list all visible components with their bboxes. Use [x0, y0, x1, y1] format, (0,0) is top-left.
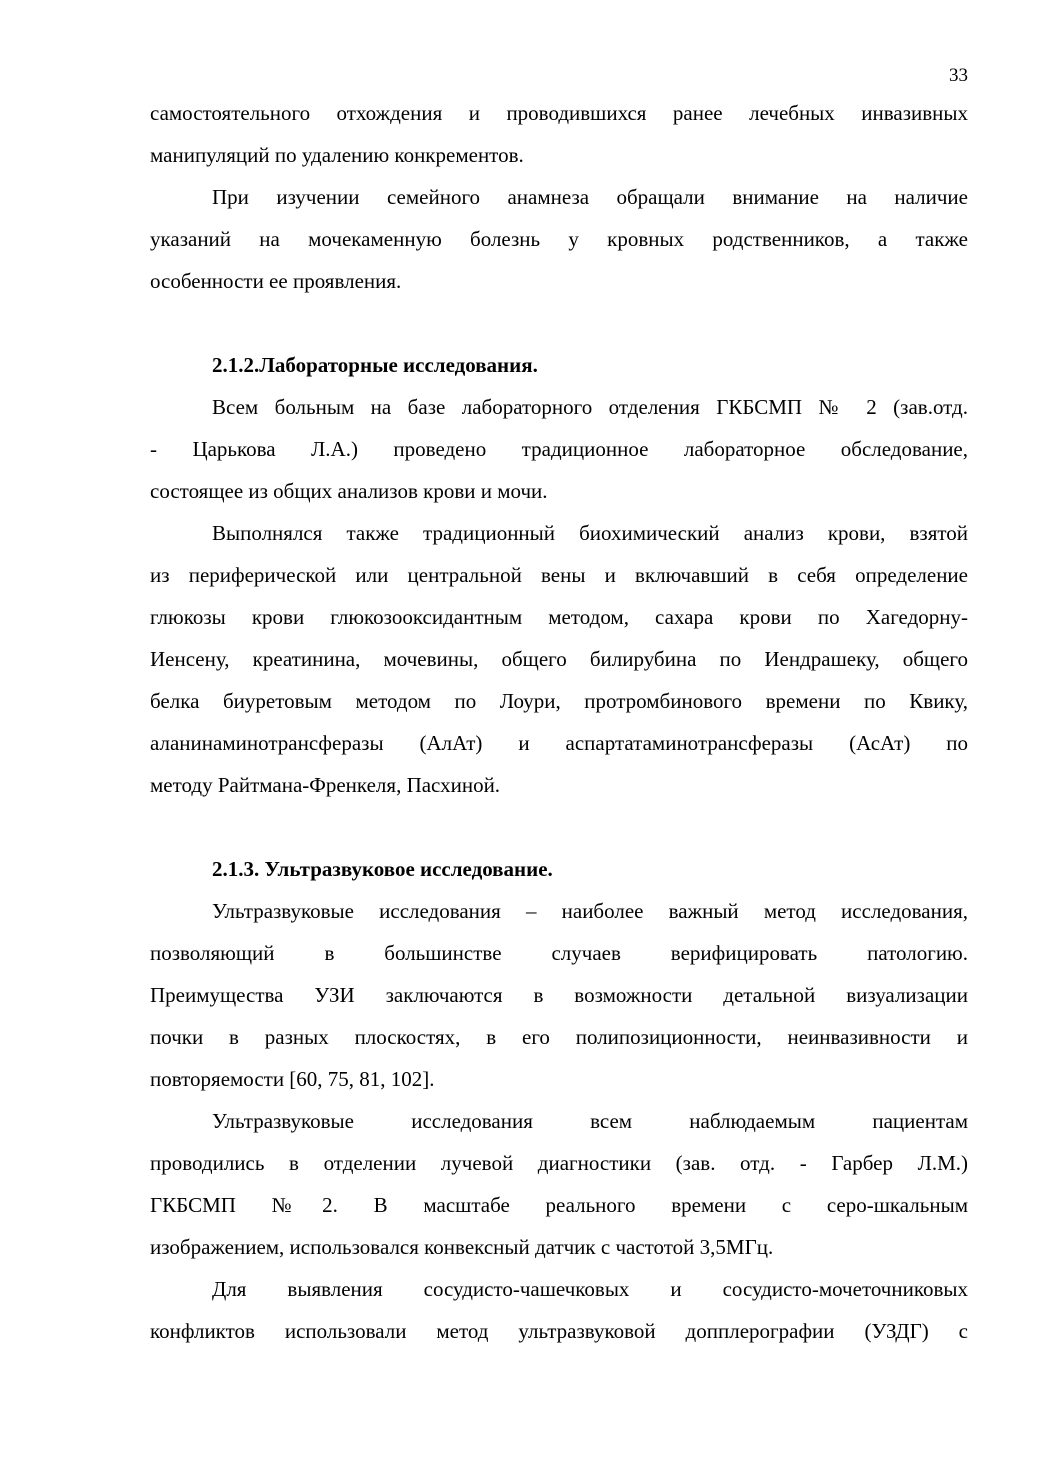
paragraph-family-history: [150, 176, 968, 302]
text-line: Для выявления сосудисто-чашечковых и сосудисто-мочеточниковых: [212, 1277, 968, 1301]
section-heading-ultrasound: 2.1.3. Ультразвуковое исследование.: [212, 857, 553, 881]
text-line: Ультразвуковые исследования всем наблюдаемым пациентам: [212, 1109, 968, 1133]
paragraph-lab-general: [150, 386, 968, 512]
text-line: конфликтов использовали метод ультразвуковой допплерографии (УЗДГ) с: [150, 1319, 968, 1343]
text-line: При изучении семейного анамнеза обращали внимание на наличие: [212, 185, 968, 209]
text-line: методу Райтмана-Френкеля, Пасхиной.: [150, 773, 501, 797]
text-line: повторяемости [60, 75, 81, 102].: [150, 1067, 435, 1091]
text-line: указаний на мочекаменную болезнь у кровных родственников, а также: [150, 227, 968, 251]
paragraph-us-doppler: [150, 1268, 968, 1352]
paragraph-us-intro: [150, 890, 968, 1100]
text-line: Всем больным на базе лабораторного отделения ГКБСМП № 2 (зав.отд.: [212, 395, 968, 419]
text-line: изображением, использовался конвексный датчик с частотой 3,5МГц.: [150, 1235, 774, 1259]
section-heading-lab: 2.1.2.Лабораторные исследования.: [212, 353, 538, 377]
text-line: особенности ее проявления.: [150, 269, 402, 293]
text-line: из периферической или центральной вены и включавший в себя определение: [150, 563, 968, 587]
paragraph-us-procedure: [150, 1100, 968, 1268]
text-line: Иенсену, креатинина, мочевины, общего билирубина по Иендрашеку, общего: [150, 647, 968, 671]
text-line: позволяющий в большинстве случаев верифицировать патологию.: [150, 941, 968, 965]
text-line: самостоятельного отхождения и проводившихся ранее лечебных инвазивных: [150, 101, 968, 125]
text-line: Выполнялся также традиционный биохимический анализ крови, взятой: [212, 521, 968, 545]
text-line: Преимущества УЗИ заключаются в возможности детальной визуализации: [150, 983, 968, 1007]
text-line: состоящее из общих анализов крови и мочи.: [150, 479, 548, 503]
paragraph-continuation: [150, 92, 968, 176]
text-line: глюкозы крови глюкозооксидантным методом, сахара крови по Хагедорну-: [150, 605, 968, 629]
paragraph-lab-biochem: [150, 512, 968, 806]
text-line: - Царькова Л.А.) проведено традиционное лабораторное обследование,: [150, 437, 968, 461]
text-line: ГКБСМП №2. В масштабе реального времени с серо-шкальным: [150, 1193, 968, 1217]
text-line: белка биуретовым методом по Лоури, протромбинового времени по Квику,: [150, 689, 968, 713]
page-content: [150, 92, 968, 1352]
text-line: почки в разных плоскостях, в его полипозиционности, неинвазивности и: [150, 1025, 968, 1049]
text-line: манипуляций по удалению конкрементов.: [150, 143, 524, 167]
text-line: аланинаминотрансферазы (АлАт) и аспартатаминотрансферазы (АсАт) по: [150, 731, 968, 755]
page-number: 33: [949, 65, 968, 86]
text-line: Ультразвуковые исследования – наиболее важный метод исследования,: [212, 899, 968, 923]
text-line: проводились в отделении лучевой диагностики (зав. отд. - Гарбер Л.М.): [150, 1151, 968, 1175]
